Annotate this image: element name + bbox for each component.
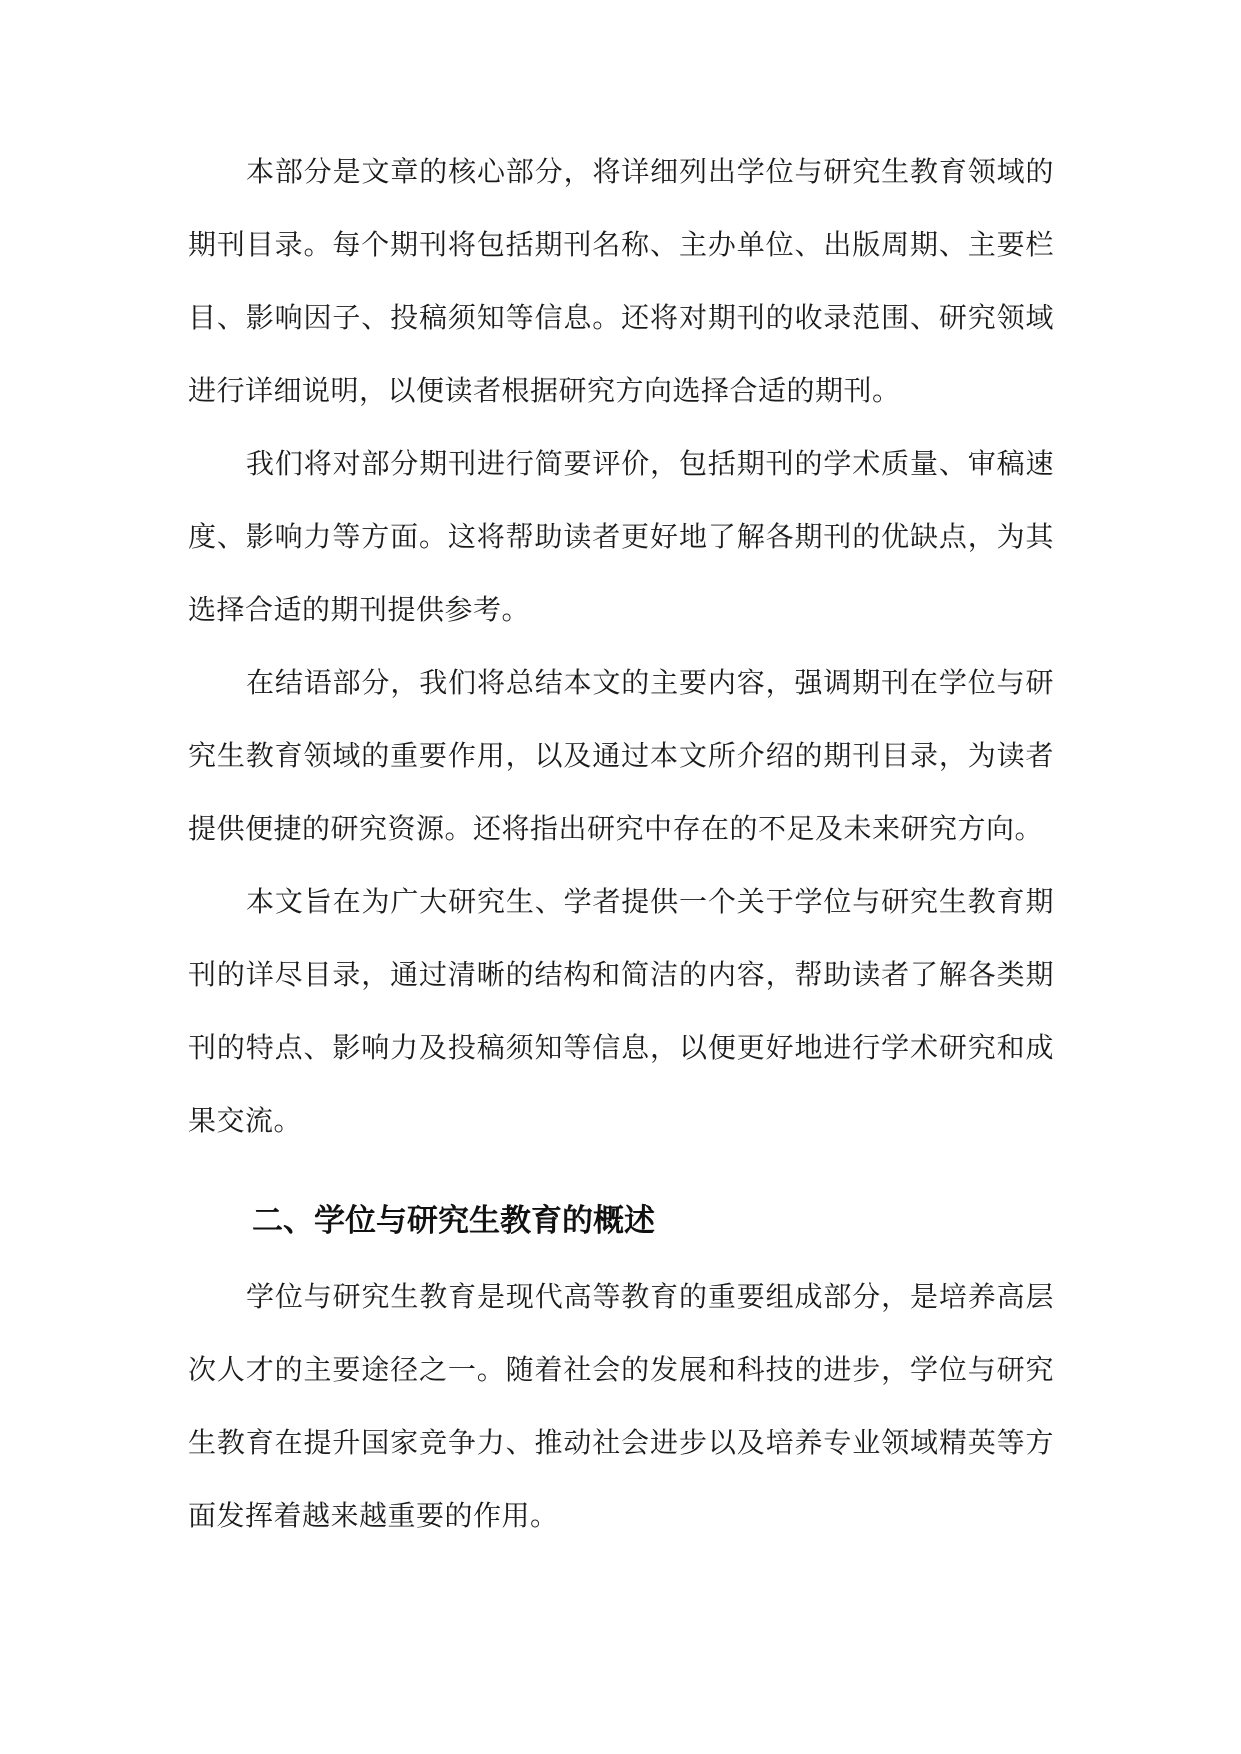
document-body xyxy=(188,135,1054,1552)
body-paragraph-2: 我们将对部分期刊进行简要评价，包括期刊的学术质量、审稿速度、影响力等方面。这将帮助读者更好地了解各期刊的优缺点，为其选择合适的期刊提供参考。 xyxy=(188,447,1054,626)
body-paragraph-5: 学位与研究生教育是现代高等教育的重要组成部分，是培养高层次人才的主要途径之一。随着社会的发展和科技的进步，学位与研究生教育在提升国家竞争力、推动社会进步以及培养专业领域精英等方面发挥着越来越重要的作用。 xyxy=(188,1280,1054,1532)
section-heading: 二、学位与研究生教育的概述 xyxy=(252,1203,655,1239)
body-paragraph-4: 本文旨在为广大研究生、学者提供一个关于学位与研究生教育期刊的详尽目录，通过清晰的结构和简洁的内容，帮助读者了解各类期刊的特点、影响力及投稿须知等信息，以便更好地进行学术研究和成果交流。 xyxy=(188,885,1054,1137)
body-paragraph-1: 本部分是文章的核心部分，将详细列出学位与研究生教育领域的期刊目录。每个期刊将包括期刊名称、主办单位、出版周期、主要栏目、影响因子、投稿须知等信息。还将对期刊的收录范围、研究领域进行详细说明，以便读者根据研究方向选择合适的期刊。 xyxy=(188,155,1054,407)
body-paragraph-3: 在结语部分，我们将总结本文的主要内容，强调期刊在学位与研究生教育领域的重要作用，以及通过本文所介绍的期刊目录，为读者提供便捷的研究资源。还将指出研究中存在的不足及未来研究方向。 xyxy=(188,666,1054,845)
